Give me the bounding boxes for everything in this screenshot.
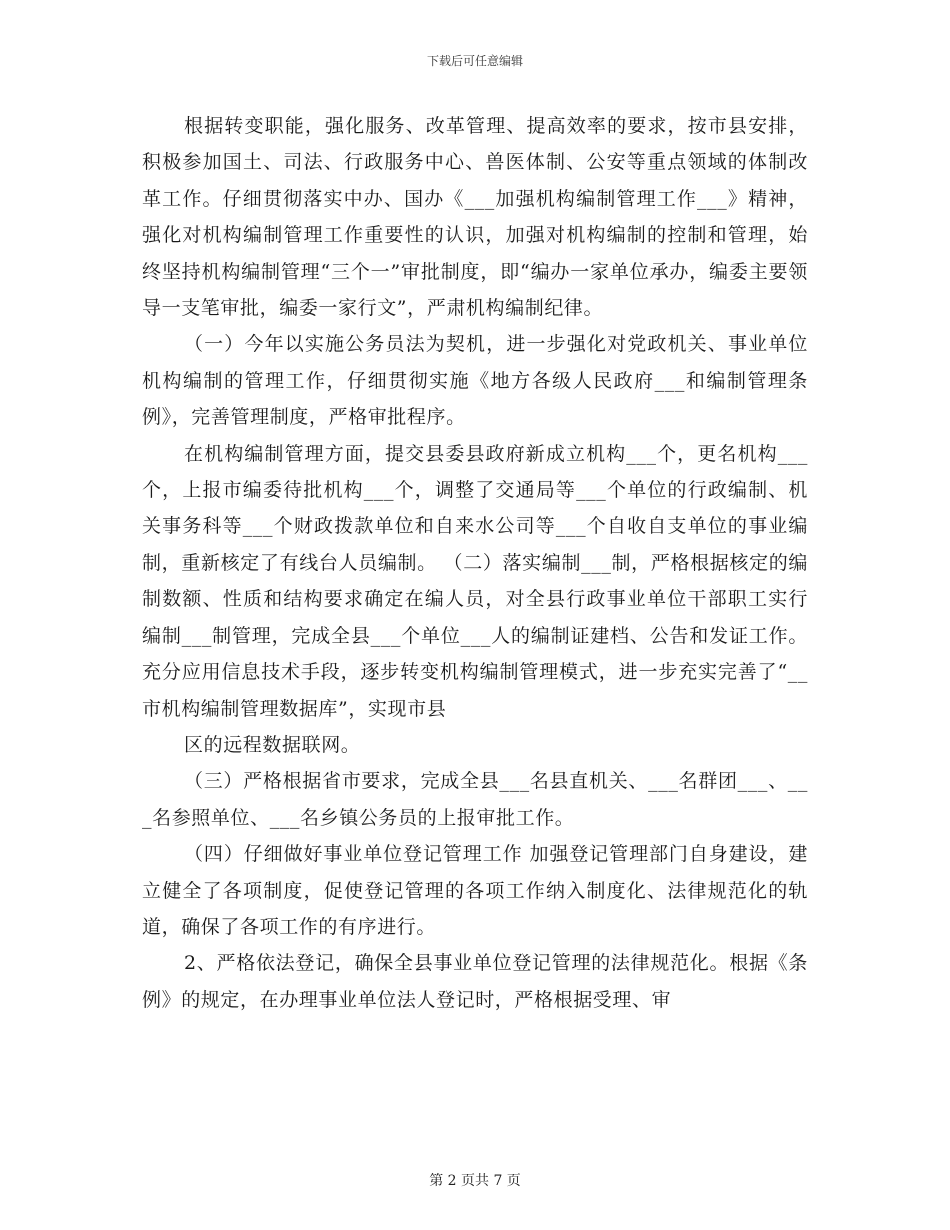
paragraph-6: （四）仔细做好事业单位登记管理工作 加强登记管理部门自身建设，建立健全了各项制度，促使登记管理的各项工作纳入制度化、法律规范化的轨道，确保了各项工作的有序进行。 bbox=[142, 843, 808, 938]
paragraph-5: （三）严格根据省市要求，完成全县___名县直机关、___名群团___、___名参照单位、___名乡镇公务员的上报审批工作。 bbox=[142, 770, 808, 829]
page-number: 第 2 页共 7 页 bbox=[429, 1173, 521, 1189]
paragraph-2: （一）今年以实施公务员法为契机，进一步强化对党政机关、事业单位机构编制的管理工作，仔细贯彻实施《地方各级人民政府___和编制管理条例》，完善管理制度，严格审批程序。 bbox=[142, 333, 808, 429]
paragraph-1: 根据转变职能，强化服务、改革管理、提高效率的要求，按市县安排，积极参加国土、司法、行政服务中心、兽医体制、公安等重点领域的体制改革工作。仔细贯彻落实中办、国办《___加强机构编制管理工作___》精神，强化对机构编制管理工作重要性的认识，加强对机构编制的控制和管理，始终坚持机构编制管理“三个一”审批制度，即“编办一家单位承办，编委主要领导一支笔审批，编委一家行文”，严肃机构编制纪律。 bbox=[142, 115, 808, 320]
document-body bbox=[142, 108, 808, 1018]
paragraph-3: 在机构编制管理方面，提交县委县政府新成立机构___个，更名机构___个，上报市编委待批机构___个，调整了交通局等___个单位的行政编制、机关事务科等___个财政拨款单位和自来水公司等___个自收自支单位的事业编制，重新核定了有线台人员编制。 （二）落实编制___制，严格根据核定的编制数额、性质和结构要求确定在编人员，对全县行政事业单位干部职工实行编制___制管理，完成全县___个单位___人的编制证建档、公告和发证工作。充分应用信息技术手段，逐步转变机构编制管理模式，进一步充实完善了“__市机构编制管理数据库”，实现市县 bbox=[142, 442, 808, 720]
paragraph-4: 区的远程数据联网。 bbox=[184, 733, 361, 756]
page-header: 下载后可任意编辑 bbox=[426, 54, 523, 68]
paragraph-7: 2、严格依法登记，确保全县事业单位登记管理的法律规范化。根据《条例》的规定，在办理事业单位法人登记时，严格根据受理、审 bbox=[142, 952, 808, 1011]
